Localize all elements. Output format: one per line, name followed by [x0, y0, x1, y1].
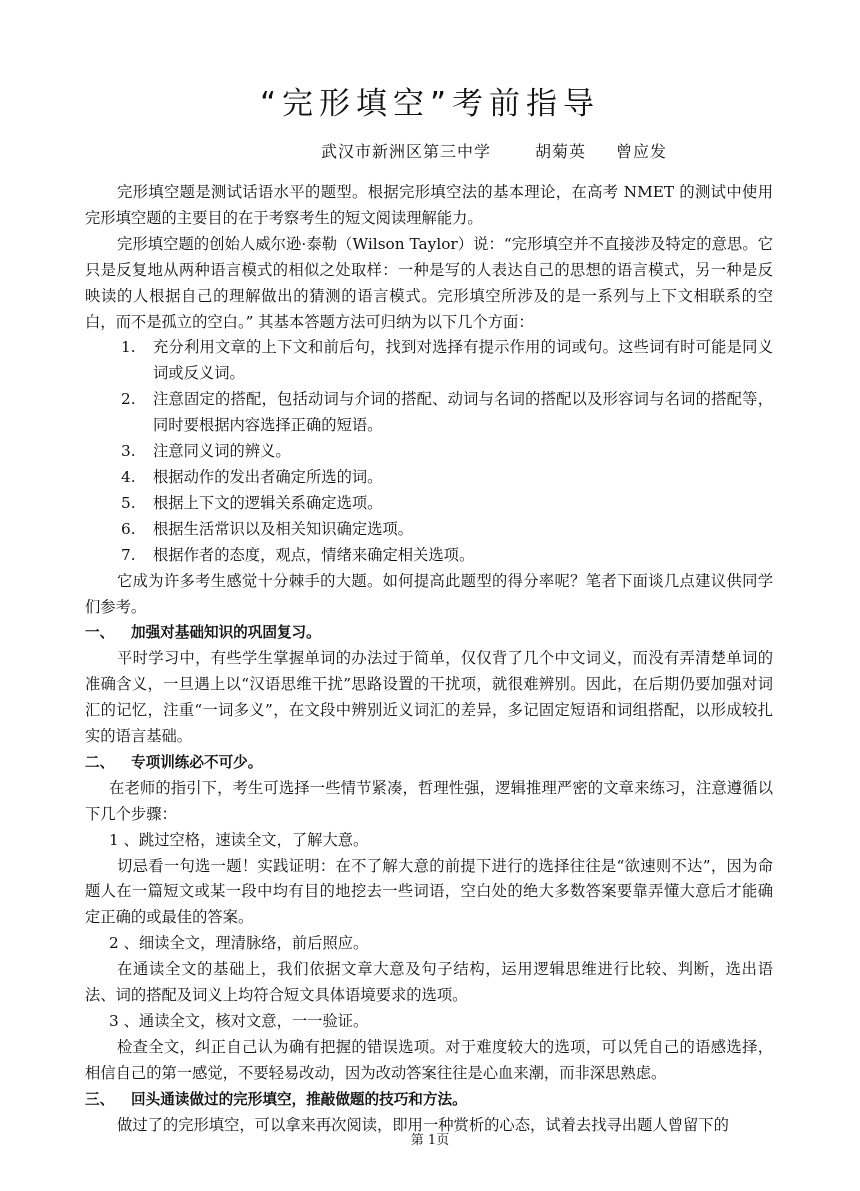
document-title: “完形填空”考前指导	[259, 86, 601, 122]
paragraph: 它成为许多考生感觉十分棘手的大题。如何提高此题型的得分率呢？笔者下面谈几点建议供同学们参考。	[85, 571, 773, 616]
paragraph: 平时学习中，有些学生掌握单词的办法过于简单，仅仅背了几个中文词义，而没有弄清楚单词的准确含义，一旦遇上以“汉语思维干扰”思路设置的干扰项，就很难辨别。因此，在后期仍要加强对词汇的记忆，注重“一词多义”，在文段中辨别近义词汇的差异，多记固定短语和词组搭配，以形成较扎实的语言基础。	[85, 649, 773, 746]
list-number: 3.	[121, 442, 136, 461]
list-item	[85, 335, 773, 387]
section-number: 一、	[85, 624, 115, 642]
list-number: 4.	[121, 467, 136, 486]
step-heading: 1 、跳过空格，速读全文，了解大意。	[109, 830, 369, 849]
list-text: 注意固定的搭配，包括动词与介词的搭配、动词与名词的搭配以及形容词与名词的搭配等，同时要根据内容选择正确的短语。	[153, 390, 773, 435]
list-item	[85, 543, 773, 569]
step-heading: 3 、通读全文，核对文意，一一验证。	[109, 1012, 369, 1030]
list-text: 根据生活常识以及相关知识确定选项。	[153, 519, 414, 538]
paragraph: 完形填空题是测试话语水平的题型。根据完形填空法的基本理论，在高考 NMET 的测试中使用完形填空题的主要目的在于考察考生的短文阅读理解能力。	[85, 183, 773, 227]
method-list	[85, 335, 773, 568]
paragraph: 检查全文，纠正自己认为确有把握的错误选项。对于难度较大的选项，可以凭自己的语感选择，相信自己的第一感觉，不要轻易改动，因为改动答案往往是心血来潮，而非深思熟虑。	[85, 1037, 773, 1082]
paragraph: 切忌看一句选一题！实践证明：在不了解大意的前提下进行的选择往往是“欲速则不达”，因为命题人在一篇短文或某一段中均有目的地挖去一些词语，空白处的绝大多数答案要靠弄懂大意后才能确定正确的或最佳的答案。	[85, 856, 773, 927]
list-item	[85, 439, 773, 465]
section-heading	[85, 750, 773, 776]
list-text: 充分利用文章的上下文和前后句，找到对选择有提示作用的词或句。这些词有时可能是同义词或反义词。	[153, 338, 773, 383]
list-item	[85, 491, 773, 517]
byline	[321, 139, 667, 162]
document-body	[85, 180, 773, 1139]
step-heading: 2 、细读全文，理清脉络，前后照应。	[109, 934, 369, 953]
section-title: 回头通读做过的完形填空，推敲做题的技巧和方法。	[131, 1090, 467, 1108]
paragraph: 在通读全文的基础上，我们依据文章大意及句子结构，运用逻辑思维进行比较、判断，选出语法、词的搭配及词义上均符合短文具体语境要求的选项。	[85, 960, 773, 1005]
list-number: 1.	[121, 338, 136, 357]
page-number: 第 1页	[410, 1133, 450, 1148]
section-number: 二、	[85, 753, 115, 771]
list-number: 5.	[121, 493, 136, 512]
list-text: 根据动作的发出者确定所选的词。	[153, 467, 383, 486]
list-number: 6.	[121, 519, 136, 538]
section-heading	[85, 1087, 773, 1113]
school-name: 武汉市新洲区第三中学	[321, 142, 492, 161]
list-number: 7.	[121, 545, 136, 564]
list-text: 注意同义词的辨义。	[153, 442, 291, 461]
list-item	[85, 387, 773, 439]
paragraph: 在老师的指引下，考生可选择一些情节紧凑，哲理性强，逻辑推理严密的文章来练习，注意遵循以下几个步骤：	[85, 778, 773, 823]
section-title: 专项训练必不可少。	[131, 753, 263, 771]
list-text: 根据上下文的逻辑关系确定选项。	[153, 493, 383, 512]
list-text: 根据作者的态度，观点，情绪来确定相关选项。	[153, 545, 475, 564]
author-name: 胡菊英	[535, 142, 587, 161]
section-number: 三、	[85, 1090, 115, 1108]
list-item	[85, 465, 773, 491]
list-item	[85, 517, 773, 543]
paragraph: 完形填空题的创始人威尔逊·泰勒（Wilson Taylor）说：“完形填空并不直接涉及特定的意思。它只是反复地从两种语言模式的相似之处取样：一种是写的人表达自己的思想的语言模式，另一种是反映读的人根据自己的理解做出的猜测的语言模式。完形填空所涉及的是一系列与上下文相联系的空白，而不是孤立的空白。” 其基本答题方法可归纳为以下几个方面：	[85, 234, 773, 331]
paragraph: 做过了的完形填空，可以拿来再次阅读，即用一种赏析的心态，试着去找寻出题人曾留下的	[117, 1115, 729, 1134]
author-name: 曾应发	[616, 142, 668, 161]
list-number: 2.	[121, 390, 136, 409]
section-title: 加强对基础知识的巩固复习。	[131, 624, 321, 642]
section-heading	[85, 620, 773, 646]
